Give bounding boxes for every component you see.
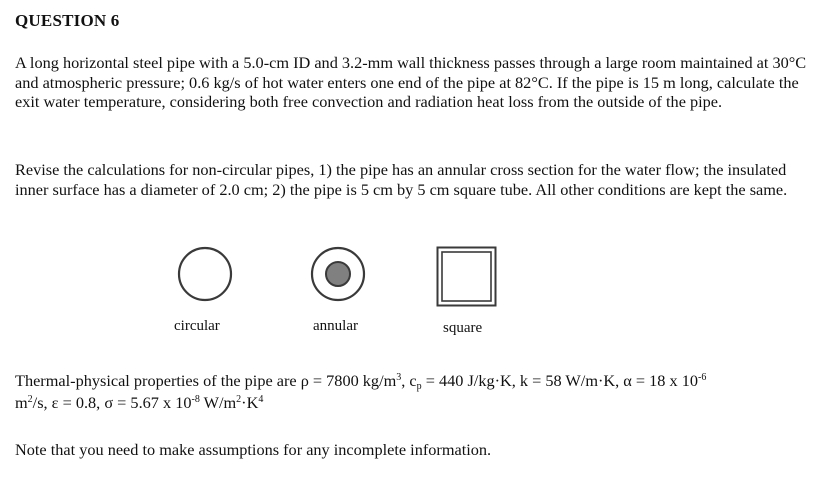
circular-label: circular	[174, 318, 220, 334]
problem-paragraph: A long horizontal steel pipe with a 5.0-cm ID and 3.2-mm wall thickness passes through a large room maintained at 30°C and atmospheric pressure; 0.6 kg/s of hot water enters one end of the pipe at 82°C. If the pipe is 15 m long, calculate the exit water temperature, considering both free convection and radiation heat loss from the outside of the pipe.	[15, 53, 807, 111]
assumption-note: Note that you need to make assumptions for any incomplete information.	[15, 440, 492, 459]
square-label: square	[443, 320, 483, 336]
sigma-exponent: -8	[191, 394, 200, 405]
properties-line-2	[15, 393, 263, 413]
alpha-unit-exponent: 2	[27, 394, 33, 405]
sigma-unit-k-exponent: 4	[258, 394, 264, 405]
sigma-unit-m-exponent: 2	[236, 394, 242, 405]
question-title: QUESTION 6	[15, 11, 120, 30]
cp-subscript: p	[416, 381, 422, 392]
revision-paragraph: Revise the calculations for non-circular pipes, 1) the pipe has an annular cross section for the water flow; the insulated inner surface has a diameter of 2.0 cm; 2) the pipe is 5 cm by 5 cm square tube. All other conditions are kept the same.	[15, 160, 788, 199]
annular-label: annular	[313, 318, 358, 334]
annular-inner-core	[326, 262, 350, 286]
properties-line-1	[15, 371, 706, 391]
circular-cross-section	[175, 244, 235, 304]
alpha-exponent: -6	[698, 372, 707, 383]
properties-rho-text: Thermal-physical properties of the pipe are ρ = 7800 kg/m	[15, 371, 397, 390]
alpha-unit-m: m	[15, 393, 28, 412]
square-cross-section	[436, 246, 498, 308]
annular-cross-section	[308, 244, 368, 304]
properties-cp-k-alpha-text: = 440 J/kg·K, k = 58 W/m·K, α = 18 x 10	[421, 371, 699, 390]
properties-epsilon-sigma-text: /s, ε = 0.8, σ = 5.67 x 10	[32, 393, 192, 412]
sigma-unit-k: ·K	[241, 393, 259, 412]
circular-pipe-outline	[179, 248, 231, 300]
sigma-unit-text: W/m	[199, 393, 237, 412]
square-outer-outline	[438, 248, 496, 306]
cp-separator: , c	[401, 371, 417, 390]
rho-unit-exponent: 3	[396, 372, 402, 383]
